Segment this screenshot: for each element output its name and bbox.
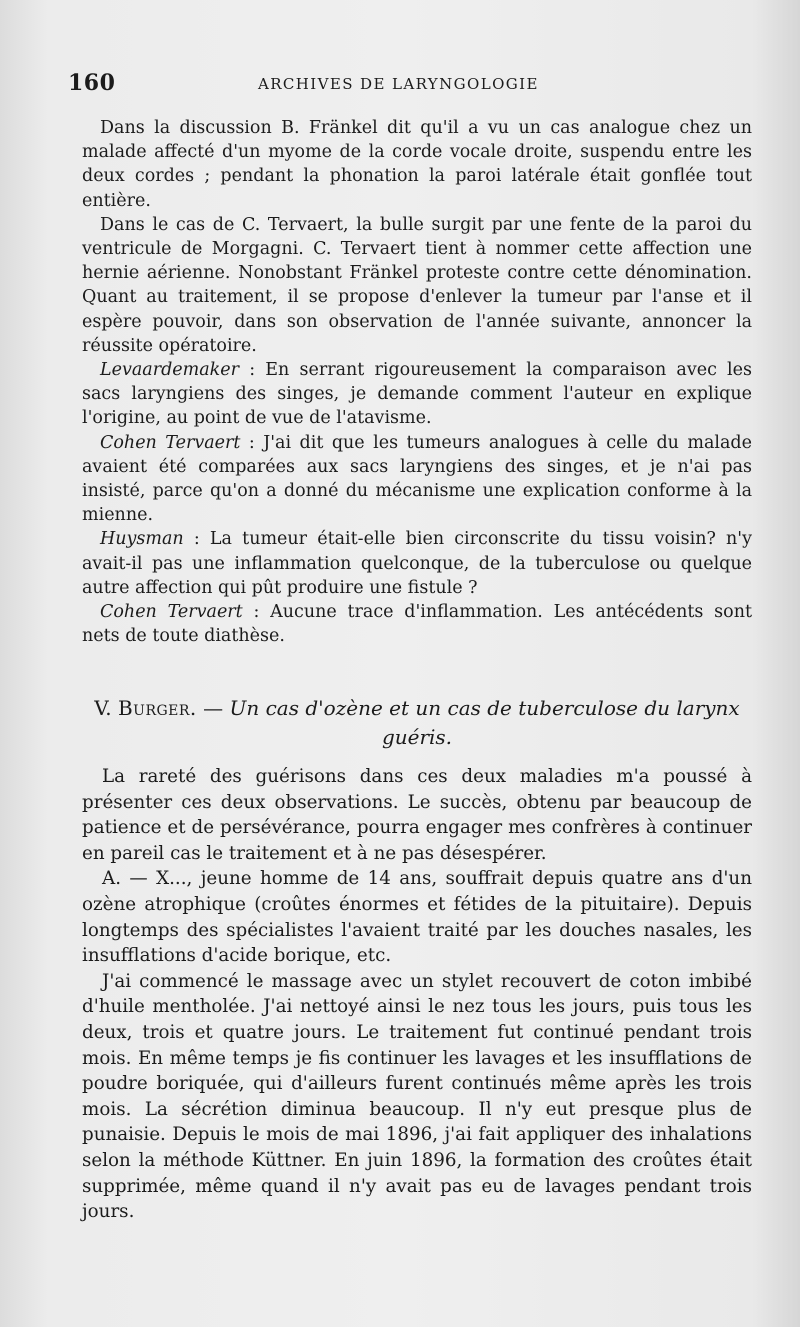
page-number: 160 <box>68 70 116 96</box>
section-title: Un cas d'ozène et un cas de tuberculose du larynx guéris. <box>229 696 740 749</box>
speaker-name: Huysman <box>100 529 184 550</box>
discussion-paragraph <box>82 600 752 648</box>
discussion-paragraph: Dans le cas de C. Tervaert, la bulle surgit par une fente de la paroi du ventricule de Morgagni. C. Tervaert tient à nommer cette affection une hernie aérienne. Nonobstant Fränkel proteste contre cette dénomination. Quant au traitement, il se propose d'enlever la tumeur par l'anse et il espère pouvoir, dans son observation de l'année suivante, annoncer la réussite opératoire. <box>82 214 752 356</box>
speaker-name: Cohen Tervaert <box>100 432 241 453</box>
speaker-remark: : J'ai dit que les tumeurs analogues à celle du malade avaient été comparées aux sacs laryngiens des singes, et je n'ai pas insisté, parce qu'on a donné du mécanisme une explication conforme à la mienne. <box>82 432 752 526</box>
article-block <box>82 764 752 1225</box>
section-author: Burger. <box>117 696 197 720</box>
speaker-name: Cohen Tervaert <box>100 602 243 623</box>
discussion-paragraph <box>82 527 752 600</box>
speaker-remark: : La tumeur était-elle bien circonscrite du tissu voisin? n'y avait-il pas une inflammation quelconque, de la tuberculose ou quelque autre affection qui pût produire une fistule ? <box>82 529 752 598</box>
section-heading <box>82 694 752 752</box>
discussion-paragraph <box>82 431 752 528</box>
speaker-remark: : Aucune trace d'inflammation. Les antécédents sont nets de toute diathèse. <box>82 602 752 647</box>
article-paragraph: J'ai commencé le massage avec un stylet recouvert de coton imbibé d'huile mentholée. J'ai nettoyé ainsi le nez tous les jours, puis tous les deux, trois et quatre jours. Le traitement fut continué pendant trois mois. En même temps je fis continuer les lavages et les insufflations de poudre boriquée, qui d'ailleurs furent continués même après les trois mois. La sécrétion diminua beaucoup. Il n'y eut presque plus de punaisie. Depuis le mois de mai 1896, j'ai fait appliquer des inhalations selon la méthode Küttner. En juin 1896, la formation des croûtes était supprimée, même quand il n'y avait pas eu de lavages pendant trois jours. <box>82 970 752 1223</box>
running-title: ARCHIVES DE LARYNGOLOGIE <box>258 75 539 93</box>
page-header <box>68 70 748 100</box>
discussion-paragraph: Dans la discussion B. Fränkel dit qu'il a vu un cas analogue chez un malade affecté d'un myome de la corde vocale droite, suspendu entre les deux cordes ; pendant la phonation la paroi latérale était gonflée tout entière. <box>82 118 752 211</box>
section-number: V. <box>94 696 112 720</box>
article-paragraph: La rareté des guérisons dans ces deux maladies m'a poussé à présenter ces deux observations. Le succès, obtenu par beaucoup de patience et de persévérance, pourra engager mes confrères à continuer en pareil cas le traitement et à ne pas désespérer. <box>82 766 752 864</box>
section-dash: — <box>196 696 230 720</box>
discussion-paragraph <box>82 358 752 431</box>
speaker-name: Levaardemaker <box>100 360 240 381</box>
speaker-remark: : En serrant rigoureusement la comparaison avec les sacs laryngiens des singes, je demande comment l'auteur en explique l'origine, au point de vue de l'atavisme. <box>82 360 752 429</box>
discussion-block <box>82 116 752 648</box>
article-paragraph: A. — X..., jeune homme de 14 ans, souffrait depuis quatre ans d'un ozène atrophique (croûtes énormes et fétides de la pituitaire). Depuis longtemps des spécialistes l'avaient traité par les douches nasales, les insufflations d'acide borique, etc. <box>82 868 752 967</box>
